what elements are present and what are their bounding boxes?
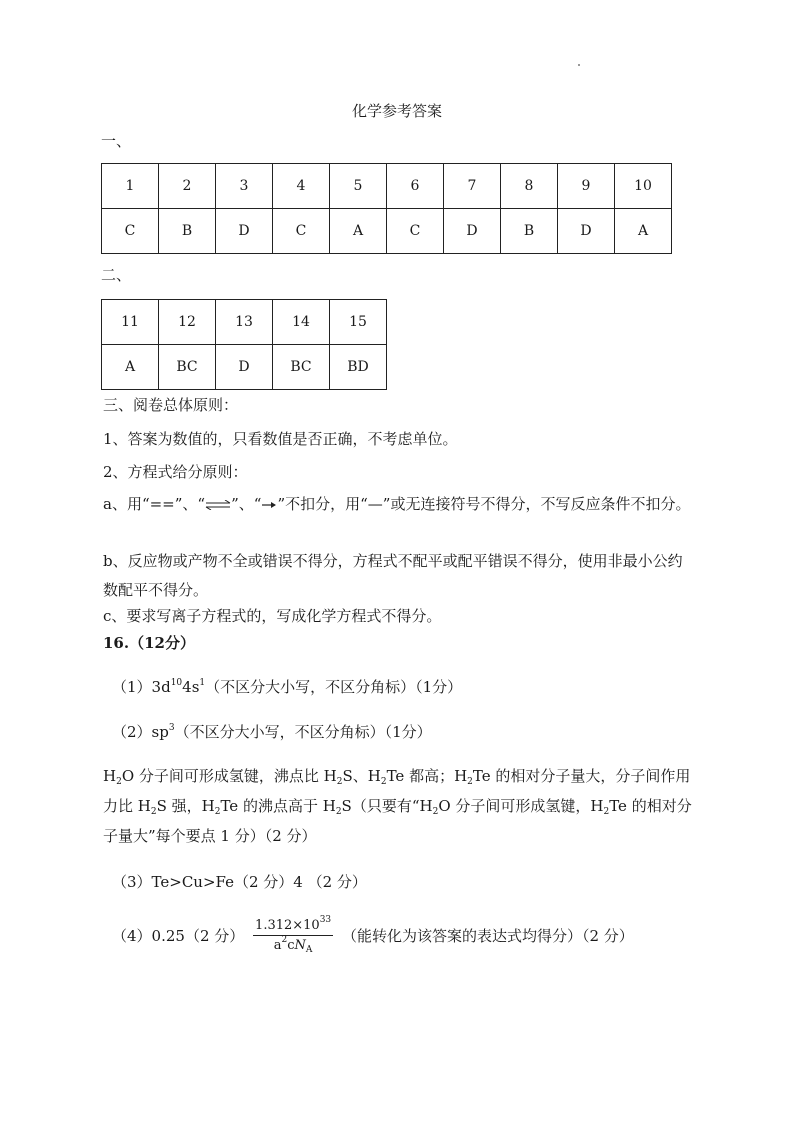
- explain-sub-7: 2: [335, 807, 342, 817]
- question-number-cell: 3: [216, 164, 273, 209]
- explain-text-2: O 分子间可形成氢键，沸点比 H: [121, 767, 337, 785]
- explain-text-3: S、H: [342, 767, 381, 785]
- fraction-denominator: [253, 936, 333, 953]
- answer-cell: D: [216, 209, 273, 254]
- answer-cell: C: [387, 209, 444, 254]
- explain-sub-2: 2: [336, 777, 343, 787]
- explain-text-1: H: [103, 767, 117, 785]
- explain-text-7: Te 的沸点高于 H: [220, 797, 336, 815]
- explain-text-6: S 强，H: [156, 797, 215, 815]
- q16-part2-sup: 3: [168, 723, 175, 733]
- question-number-cell: 11: [102, 300, 159, 345]
- answer-table-2: [101, 299, 387, 390]
- section1-heading: 一、: [101, 132, 132, 150]
- density-fraction: [253, 915, 333, 955]
- q16-part1-formula-b: 4s: [182, 678, 200, 696]
- explain-text-4: Te 都高；H: [386, 767, 468, 785]
- explain-text-10: Te 的相对分子量大”每个要点 1 分）（2 分）: [103, 797, 692, 845]
- question-number-cell: 4: [273, 164, 330, 209]
- explain-text-8: S（只要有“H: [341, 797, 433, 815]
- question-number-cell: 10: [615, 164, 672, 209]
- explain-sub-4: 2: [467, 777, 473, 787]
- numerator-exponent: 33: [319, 915, 332, 925]
- denominator-avogadro-sub: A: [305, 945, 313, 955]
- denominator-exponent: 2: [281, 935, 288, 945]
- q16-part2-label: （2）: [112, 723, 152, 741]
- q16-part3: （3）Te>Cu>Fe（2 分）4 （2 分）: [112, 873, 367, 891]
- q16-heading: 16.（12分）: [103, 634, 195, 652]
- explain-sub-8: 2: [432, 807, 439, 817]
- answer-cell: BD: [330, 345, 387, 390]
- question-number-cell: 2: [159, 164, 216, 209]
- page-title: 化学参考答案: [351, 102, 442, 120]
- denominator-a: a: [273, 938, 282, 953]
- explain-text-9: O 分子间可形成氢键，H: [438, 797, 604, 815]
- question-number-cell: 1: [102, 164, 159, 209]
- answer-cell: D: [558, 209, 615, 254]
- denominator-c: c: [287, 938, 295, 953]
- rule-b: b、反应物或产物不全或错误不得分，方程式不配平或配平错误不得分，使用非最小公约数配平不得分。: [103, 552, 683, 599]
- q16-part4: [112, 915, 634, 955]
- section3-heading: 三、阅卷总体原则：: [103, 396, 239, 414]
- q16-part2-note: （不区分大小写，不区分角标）（1分）: [174, 723, 432, 741]
- section2-heading: 二、: [101, 266, 132, 284]
- answer-cell: A: [615, 209, 672, 254]
- rule-a-prefix: a、用“==”、“: [103, 495, 206, 513]
- question-number-cell: 8: [501, 164, 558, 209]
- answer-cell: A: [102, 345, 159, 390]
- answer-cell: BC: [159, 345, 216, 390]
- question-number-cell: 6: [387, 164, 444, 209]
- answer-cell: BC: [273, 345, 330, 390]
- denominator-avogadro: N: [294, 938, 306, 953]
- explain-sub-3: 2: [380, 777, 387, 787]
- explain-sub-9: 2: [603, 807, 610, 817]
- answer-cell: D: [216, 345, 273, 390]
- reversible-arrow-icon: [205, 500, 231, 510]
- question-number-cell: 14: [273, 300, 330, 345]
- right-arrow-icon: [261, 500, 277, 510]
- numerator-text: 1.312×10: [255, 918, 320, 933]
- rule-a-mid: ”、“: [231, 495, 262, 513]
- q16-part2-formula: sp: [151, 723, 169, 741]
- question-number-cell: 9: [558, 164, 615, 209]
- explain-sub-6: 2: [214, 807, 221, 817]
- answer-cell: D: [444, 209, 501, 254]
- question-number-cell: 15: [330, 300, 387, 345]
- q16-part1-sup-b: 1: [199, 678, 206, 688]
- explain-sub-5: 2: [150, 807, 157, 817]
- rule-2: 2、方程式给分原则：: [103, 463, 248, 481]
- q16-part2: [112, 721, 432, 742]
- question-number-cell: 13: [216, 300, 273, 345]
- rule-a-suffix: ”不扣分，用“—”或无连接符号不得分，不写反应条件不扣分。: [277, 495, 691, 513]
- answer-cell: C: [102, 209, 159, 254]
- explain-text-5: Te 的相对分子量大，分子间作用力比 H: [103, 767, 691, 815]
- question-number-cell: 12: [159, 300, 216, 345]
- answer-table-1: [101, 163, 672, 254]
- fraction-numerator: [253, 915, 333, 936]
- q16-part1-label: （1）: [112, 678, 152, 696]
- q16-part1-note: （不区分大小写，不区分角标）（1分）: [205, 678, 463, 696]
- answer-cell: B: [501, 209, 558, 254]
- q16-part4-label: （4）0.25（2 分）: [112, 927, 245, 945]
- answer-cell: A: [330, 209, 387, 254]
- q16-part1-formula-a: 3d: [151, 678, 171, 696]
- rule-1: 1、答案为数值的，只看数值是否正确，不考虑单位。: [103, 430, 458, 448]
- q16-part1: [112, 676, 462, 697]
- rule-c: c、要求写离子方程式的，写成化学方程式不得分。: [103, 607, 442, 625]
- rule-a: [103, 490, 693, 519]
- question-number-cell: 7: [444, 164, 501, 209]
- q16-part1-sup-a: 10: [170, 678, 183, 688]
- answer-cell: C: [273, 209, 330, 254]
- scan-dot: [578, 64, 580, 66]
- explain-sub-1: 2: [116, 777, 122, 787]
- question-number-cell: 5: [330, 164, 387, 209]
- q16-part2-explanation: [103, 761, 695, 851]
- q16-part4-note: （能转化为该答案的表达式均得分）（2 分）: [341, 927, 634, 945]
- answer-cell: B: [159, 209, 216, 254]
